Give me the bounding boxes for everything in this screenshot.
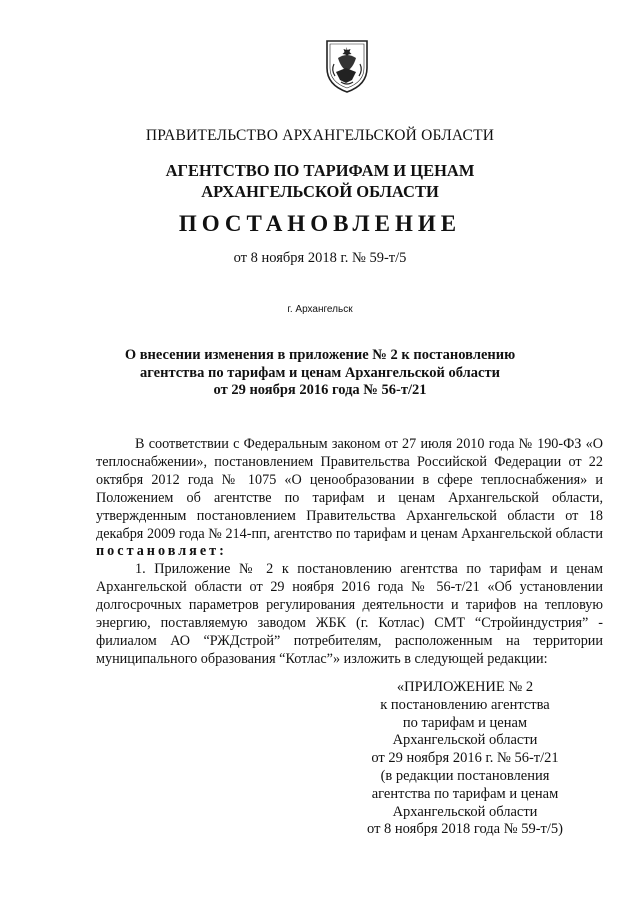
document-body [96,436,603,669]
agency-name-line: АРХАНГЕЛЬСКОЙ ОБЛАСТИ [201,182,439,201]
appendix-line: по тарифам и ценам [402,714,528,731]
agency-name [0,160,640,202]
coat-of-arms-emblem-icon [324,38,370,94]
appendix-header [330,679,600,839]
document-subject [0,347,640,400]
appendix-line: Архангельской области [392,803,538,820]
subject-line: агентства по тарифам и ценам Архангельской области [140,364,500,381]
government-name: ПРАВИТЕЛЬСТВО АРХАНГЕЛЬСКОЙ ОБЛАСТИ [145,127,495,144]
preamble-text: В соответствии с Федеральным законом от 27 июля 2010 года № 190-ФЗ «О теплоснабжении», постановлением Правительства Российской Федерации от 22 октября 2012 года № 1075 «О ценообразовании в сфере теплоснабжения» и Положением об агентстве по тарифам и ценам Архангельской области, утвержденным постановлением Правительства Архангельской области от 18 декабря 2009 года № 214-пп, агентство по тарифам и ценам Архангельской области [96,436,603,542]
appendix-line: (в редакции постановления [380,767,550,784]
appendix-line: от 8 ноября 2018 года № 59-т/5) [367,821,563,838]
body-paragraph-clause-1: 1. Приложение № 2 к постановлению агентства по тарифам и ценам Архангельской области от 29 ноября 2016 года № 56-т/21 «Об установлении долгосрочных параметров регулирования деятельности и тарифов на тепловую энергию, поставляемую заводом ЖБК (г. Котлас) СМТ “Стройиндустрия” - филиалом АО “РЖДстрой” потребителям, расположенным на территории муниципального образования “Котлас”» изложить в следующей редакции: [96,561,603,667]
document-date-number: от 8 ноября 2018 г. № 59-т/5 [233,250,407,266]
subject-line: от 29 ноября 2016 года № 56-т/21 [213,382,427,398]
body-paragraph-preamble [96,436,603,561]
document-city: г. Архангельск [287,304,353,315]
appendix-line: Архангельской области [392,732,538,749]
appendix-line: к постановлению агентства [380,696,550,713]
subject-line: О внесении изменения в приложение № 2 к постановлению [124,347,516,363]
appendix-line: от 29 ноября 2016 г. № 56-т/21 [371,750,559,767]
appendix-line: агентства по тарифам и ценам [371,785,559,802]
resolves-word: постановляет: [96,543,227,560]
agency-name-line: АГЕНТСТВО ПО ТАРИФАМ И ЦЕНАМ [165,161,475,180]
appendix-line: «ПРИЛОЖЕНИЕ № 2 [396,679,534,695]
document-type-title: ПОСТАНОВЛЕНИЕ [178,211,462,236]
